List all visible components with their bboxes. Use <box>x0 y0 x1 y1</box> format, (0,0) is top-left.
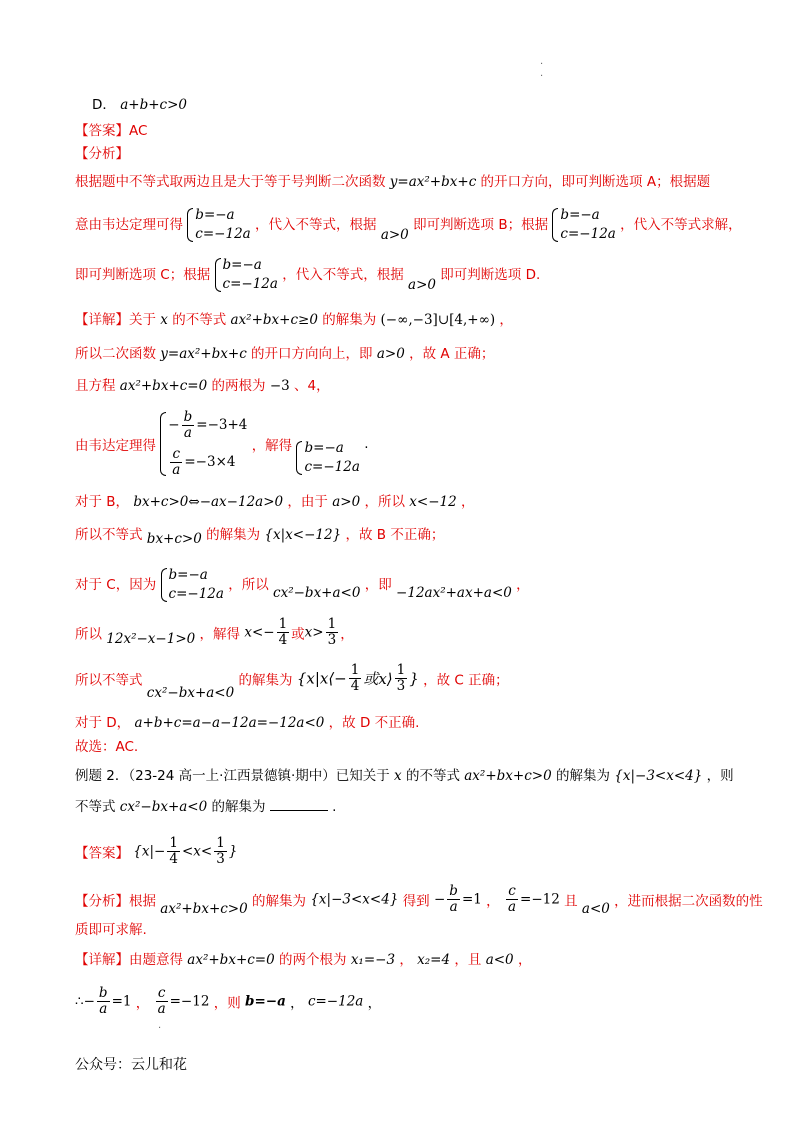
text: ，代入不等式，根据 <box>282 267 404 283</box>
math: ∴− <box>75 993 95 1010</box>
math: =−12 <box>520 891 560 908</box>
text: 且 <box>564 893 578 910</box>
math: } <box>228 843 238 860</box>
text: 所以不等式 <box>75 672 143 689</box>
analysis-line-3 <box>75 256 540 294</box>
math: x> <box>304 624 324 641</box>
math: y=ax²+bx+c <box>389 174 477 190</box>
math: bx+c>0⇔−ax−12a>0 <box>133 494 284 510</box>
math: −12ax²+ax+a<0 <box>396 585 512 601</box>
frac-num: 1 <box>216 835 225 851</box>
text: ， <box>340 626 354 643</box>
detail-line-7 <box>75 566 530 604</box>
text: 所以 <box>75 626 102 643</box>
frac-den: a <box>507 899 517 915</box>
answer-tag: 【答案】AC <box>75 123 148 139</box>
detail-2-line-2 <box>75 986 381 1017</box>
text: ，解得 <box>199 626 241 643</box>
text: ，故 B 不正确； <box>345 527 445 543</box>
text: 【分析】根据 <box>75 893 156 910</box>
text: ，所以 <box>364 494 405 510</box>
equation-system <box>215 256 278 294</box>
text: 的解集为 <box>555 768 610 784</box>
text: ， <box>499 312 513 328</box>
text: 的两个根为 <box>279 952 347 968</box>
option-d-label: D． <box>92 97 116 113</box>
math: a+b+c=a−a−12a=−12a<0 <box>134 715 325 731</box>
math: a>0 <box>380 227 409 243</box>
eq-c: c=−12a <box>222 276 278 292</box>
frac-den: a <box>183 425 192 441</box>
detail-2-line-1 <box>75 950 531 970</box>
math: x₂=4 <box>417 952 451 968</box>
text: ， <box>517 952 532 968</box>
eq-b: b=−a <box>222 257 262 273</box>
text: 的解集为 <box>211 799 266 815</box>
text: 的解集为 <box>252 893 307 910</box>
math: −3 <box>269 378 290 394</box>
equation-system <box>187 206 250 244</box>
math: b=−a <box>245 993 286 1010</box>
text: ，则 <box>213 995 241 1012</box>
detail-line-5 <box>75 492 474 512</box>
text: ， <box>460 494 475 510</box>
math: cx²−bx+a<0 <box>146 684 235 701</box>
frac-den: 4 <box>350 678 360 694</box>
text: 【详解】由题意得 <box>75 952 183 968</box>
text: ，故 D 不正确. <box>328 715 420 731</box>
math: =−3+4 <box>196 417 248 433</box>
text: 【详解】关于 <box>75 312 156 328</box>
detail-conclusion: 故选：AC. <box>75 739 139 755</box>
detail-line-1 <box>75 310 513 330</box>
frac-num: 1 <box>350 662 360 678</box>
analysis-tag: 【分析】 <box>75 146 129 162</box>
speck-mark: . <box>540 56 544 67</box>
math: {x|x<−12} <box>264 527 342 543</box>
math: =1 <box>461 891 482 908</box>
set-math: 或x⟩ <box>363 670 393 688</box>
text: 且方程 <box>75 378 116 394</box>
text: 得到 <box>402 893 430 910</box>
frac-num: c <box>170 447 182 463</box>
text: 的解集为 <box>322 312 377 328</box>
text: . <box>364 436 369 452</box>
text: ，由于 <box>287 494 328 510</box>
math: a>0 <box>332 494 361 510</box>
detail-line-8 <box>75 617 354 648</box>
math: ax²+bx+c≥0 <box>230 312 318 328</box>
math: <x< <box>181 843 213 860</box>
frac-den: 4 <box>169 851 178 867</box>
text: ，故 C 正确； <box>423 672 509 689</box>
set-math: {x|x⟨− <box>296 669 347 688</box>
frac-num: c <box>156 986 168 1002</box>
analysis-line-2 <box>75 206 742 244</box>
frac-den: a <box>449 899 458 915</box>
math: x₁=−3 <box>350 952 396 968</box>
math: ax²+bx+c>0 <box>160 900 248 917</box>
math: =−3×4 <box>184 454 236 470</box>
math: cx²−bx+a<0 <box>119 799 208 815</box>
text: ，所以 <box>228 577 269 593</box>
text: 即可判断选项 D. <box>440 267 541 283</box>
text: ，进而根据二次函数的性 <box>614 893 763 910</box>
answer-tag: 【答案】 <box>75 845 129 862</box>
text: 所以二次函数 <box>75 346 156 362</box>
math: ax²+bx+c>0 <box>464 768 552 784</box>
frac-num: b <box>449 883 458 899</box>
math: cx²−bx+a<0 <box>273 585 361 601</box>
example-2-line-2 <box>75 797 336 817</box>
text: 不等式 <box>75 799 116 815</box>
math: a<0 <box>581 900 610 917</box>
frac-num: 1 <box>278 616 288 632</box>
frac-den: 3 <box>216 851 225 867</box>
math: (−∞,−3]∪[4,+∞) <box>380 312 496 328</box>
eq-c: c=−12a <box>168 586 224 602</box>
text: ，代入不等式求解， <box>620 217 742 233</box>
text: ，则 <box>706 768 734 784</box>
math: {x|− <box>133 843 166 860</box>
equation-system <box>161 566 224 604</box>
math: a<0 <box>485 952 514 968</box>
eq-b: b=−a <box>560 207 600 223</box>
vieta-system <box>160 410 247 478</box>
math: a>0 <box>408 277 436 293</box>
text: 对于 C，因为 <box>75 577 157 593</box>
text: ，故 A 正确； <box>409 346 495 362</box>
detail-line-9 <box>75 662 509 701</box>
eq-c: c=−12a <box>560 226 616 242</box>
text: 的不等式 <box>405 768 460 784</box>
answer-blank <box>270 798 328 811</box>
vieta-eq-2 <box>168 447 247 478</box>
eq-b: b=−a <box>304 440 344 456</box>
text: ， <box>516 577 530 593</box>
text: . <box>332 799 337 815</box>
text: ， <box>486 893 500 910</box>
math: x<− <box>244 624 275 641</box>
speck-mark: . <box>158 1020 162 1031</box>
math: =−12 <box>169 993 210 1010</box>
eq-c: c=−12a <box>195 226 251 242</box>
solved-system <box>296 439 359 477</box>
math: y=ax²+bx+c <box>160 346 247 362</box>
speck-mark: . <box>540 68 544 79</box>
answer-2 <box>75 836 237 867</box>
frac-den: a <box>157 1001 166 1017</box>
text: 例题 2．（23-24 高一上·江西景德镇·期中）已知关于 <box>75 768 390 784</box>
math: − <box>433 891 446 908</box>
frac-den: 3 <box>327 632 337 648</box>
math: x <box>394 768 402 784</box>
analysis-line-1 <box>75 172 710 192</box>
frac-den: a <box>99 1001 108 1017</box>
text: 的两根为 <box>211 378 266 394</box>
frac-num: 1 <box>396 662 406 678</box>
detail-line-10 <box>75 713 419 733</box>
equation-system <box>552 206 615 244</box>
detail-line-2 <box>75 344 494 364</box>
text: 即可判断选项 B；根据 <box>413 217 549 233</box>
frac-num: b <box>98 985 108 1001</box>
math: =1 <box>111 993 132 1010</box>
text: 的开口方向向上，即 <box>251 346 373 362</box>
analysis-2-line-1 <box>75 884 763 915</box>
vieta-eq-1: − $\frac{b}{a}$ =−3+4 <box>168 409 248 441</box>
text: 或 <box>291 626 305 643</box>
math: bx+c>0 <box>146 531 202 547</box>
text: ，即 <box>364 577 392 593</box>
text: 由韦达定理得 <box>75 438 156 454</box>
text: 的不等式 <box>172 312 227 328</box>
frac-num: 1 <box>327 616 337 632</box>
text: 所以不等式 <box>75 527 143 543</box>
text: 的解集为 <box>206 527 261 543</box>
text: 的解集为 <box>238 672 293 689</box>
frac-num: b <box>183 409 193 425</box>
text: 即可判断选项 C；根据 <box>75 267 211 283</box>
math: {x|−3<x<4} <box>614 768 703 784</box>
frac-num: c <box>506 884 518 900</box>
text: ， <box>135 995 150 1012</box>
math: {x|−3<x<4} <box>310 891 399 908</box>
option-d <box>92 95 187 115</box>
math: ax²+bx+c=0 <box>119 378 208 394</box>
math: 12x²−x−1>0 <box>106 630 196 647</box>
frac-den: a <box>172 462 181 478</box>
frac-num: 1 <box>169 835 178 851</box>
text: 的开口方向，即可判断选项 A；根据题 <box>480 174 711 190</box>
text: 对于 D， <box>75 715 131 731</box>
detail-line-4 <box>75 410 369 478</box>
eq-b: b=−a <box>195 207 235 223</box>
detail-line-3 <box>75 376 330 396</box>
text: ，且 <box>454 952 482 968</box>
eq-c: c=−12a <box>304 459 360 475</box>
text: ，代入不等式，根据 <box>255 217 377 233</box>
math: x<−12 <box>409 494 457 510</box>
math: a>0 <box>376 346 405 362</box>
set-math: } <box>409 669 419 688</box>
math: x <box>160 312 168 328</box>
example-2-line-1 <box>75 766 734 786</box>
text: 、4， <box>294 378 330 394</box>
text: ， <box>367 995 382 1012</box>
text: 意由韦达定理可得 <box>75 217 183 233</box>
frac-den: 3 <box>396 678 406 694</box>
detail-line-6 <box>75 525 444 545</box>
math: c=−12a <box>307 993 364 1010</box>
footer-wechat: 公众号：云儿和花 <box>75 1057 187 1073</box>
eq-b: b=−a <box>168 567 208 583</box>
text: ， <box>399 952 413 968</box>
text: ， <box>290 995 304 1012</box>
frac-den: 4 <box>278 632 288 648</box>
text: 根据题中不等式取两边且是大于等于号判断二次函数 <box>75 174 386 190</box>
analysis-2-line-2: 质即可求解. <box>75 922 147 938</box>
math: ax²+bx+c=0 <box>187 952 275 968</box>
text: 对于 B， <box>75 494 130 510</box>
option-d-math: a+b+c>0 <box>120 97 187 113</box>
text: ，解得 <box>251 438 293 454</box>
